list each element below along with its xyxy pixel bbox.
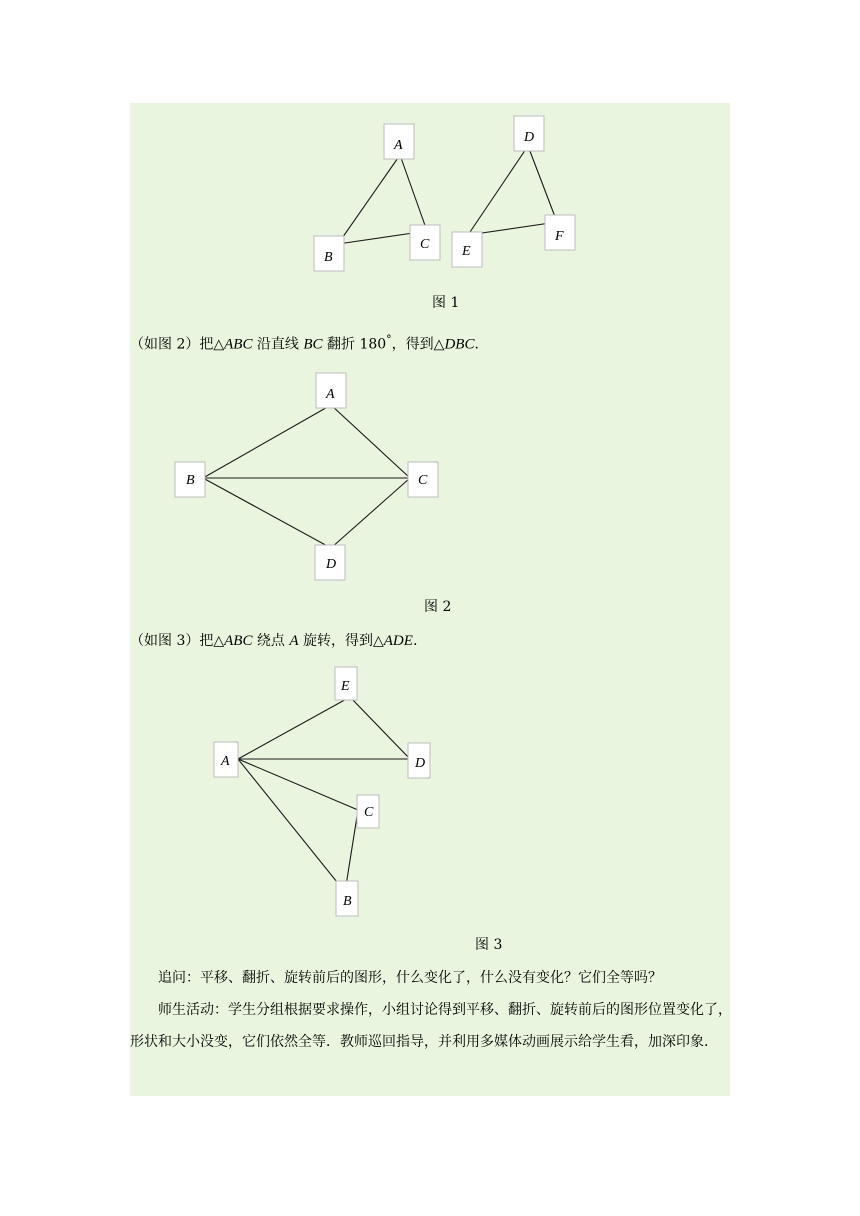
label-d-fig3: D (415, 756, 426, 771)
figure-2-caption: 图 2 (424, 599, 452, 615)
label-b-fig2: B (186, 473, 195, 488)
label-b-fig1: B (324, 250, 333, 265)
label-d-fig2: D (326, 557, 337, 572)
label-f-fig1: F (555, 229, 564, 244)
label-c-fig1: C (420, 237, 430, 252)
label-a-fig3: A (221, 754, 230, 769)
figure-3-caption: 图 3 (475, 937, 503, 953)
instruction-flip: （如图 2）把△ABC 沿直线 BC 翻折 180°，得到△DBC. (130, 333, 479, 353)
label-e-fig1: E (462, 244, 471, 259)
label-a-fig1: A (394, 138, 403, 153)
figure-1-caption: 图 1 (432, 295, 460, 311)
teacher-student-activity: 师生活动：学生分组根据要求操作，小组讨论得到平移、翻折、旋转前后的图形位置变化了，形状和大小没变，它们依然全等．教师巡回指导，并利用多媒体动画展示给学生看，加深印象. (130, 1002, 732, 1050)
label-b-fig3: B (343, 894, 352, 909)
label-d-fig1: D (524, 130, 535, 145)
label-c-fig3: C (364, 805, 374, 820)
instruction-rotate: （如图 3）把△ABC 绕点 A 旋转，得到△ADE. (130, 633, 418, 649)
label-c-fig2: C (418, 473, 428, 488)
follow-up-question: 追问：平移、翻折、旋转前后的图形，什么变化了，什么没有变化？它们全等吗？ (158, 970, 662, 986)
label-e-fig3: E (341, 679, 350, 694)
triangles-figure3 (238, 697, 410, 892)
label-a-fig2: A (326, 387, 335, 402)
